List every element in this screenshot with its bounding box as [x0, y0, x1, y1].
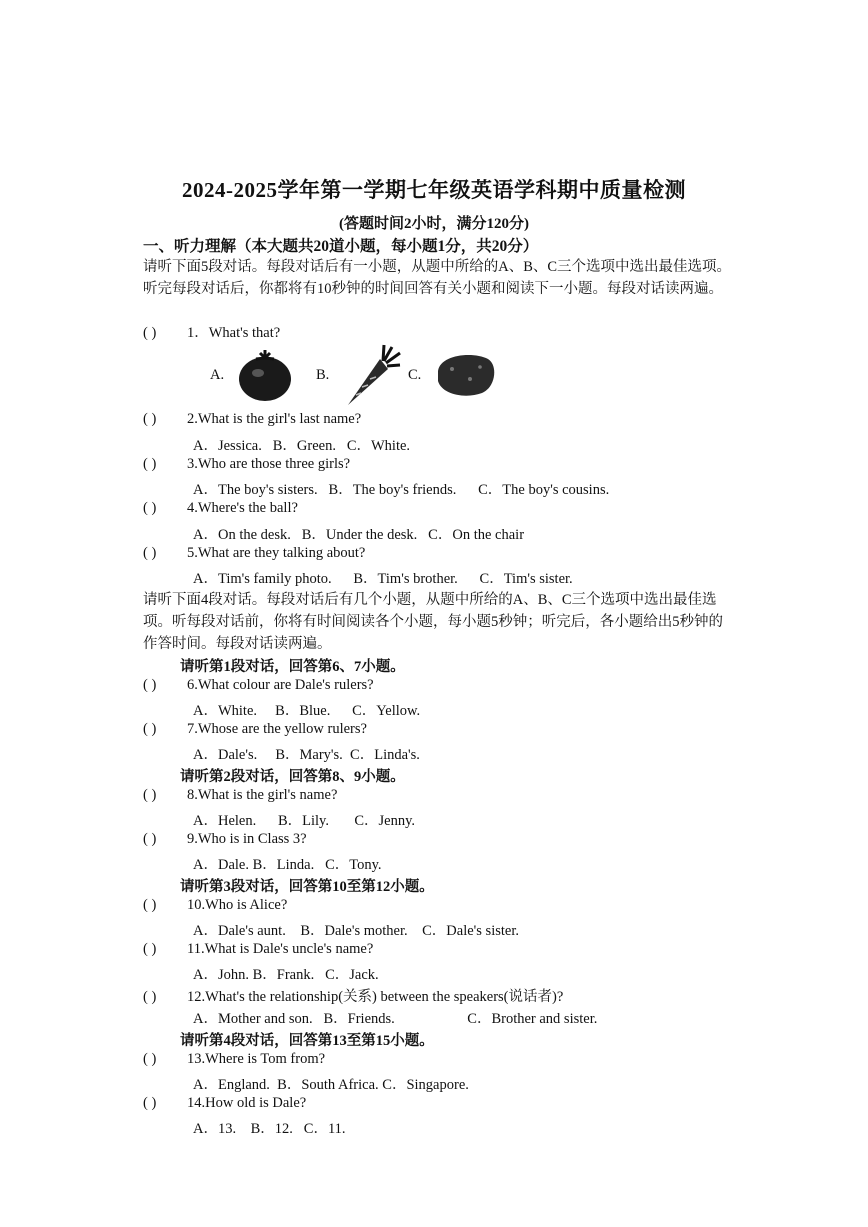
question-5-options: A．Tim's family photo. B．Tim's brother. C．Tim's sister.: [193, 571, 573, 587]
question-number: 13.: [187, 1051, 206, 1067]
answer-blank[interactable]: ( ): [143, 677, 157, 693]
dialogue-3-heading: 请听第3段对话，回答第10至第12小题。: [180, 879, 434, 895]
question-number: 11.: [187, 941, 205, 957]
question-text: What's the relationship(关系) between the speakers(说话者)?: [205, 989, 564, 1005]
question-7-options: A．Dale's. B．Mary's. C．Linda's.: [193, 747, 420, 763]
answer-blank[interactable]: ( ): [143, 787, 157, 803]
question-8-options: A．Helen. B．Lily. C．Jenny.: [193, 813, 416, 829]
question-text: Who is in Class 3?: [197, 831, 307, 847]
question-1: [143, 321, 280, 343]
question-text: Whose are the yellow rulers?: [197, 721, 367, 737]
question-14: [143, 1095, 306, 1117]
option-c-label: C.: [408, 367, 422, 383]
question-2: [143, 411, 361, 433]
dialogue-2-heading: 请听第2段对话，回答第8、9小题。: [180, 769, 405, 785]
carrot-icon: [340, 343, 402, 407]
question-number: 1．: [187, 325, 209, 341]
answer-blank[interactable]: ( ): [143, 545, 157, 561]
question-2-options: A．Jessica. B．Green. C．White.: [193, 438, 411, 454]
answer-blank[interactable]: ( ): [143, 411, 157, 427]
question-text: What's that?: [208, 325, 281, 341]
question-number: 6.: [187, 677, 198, 693]
question-1-pictures: [210, 345, 510, 405]
question-4: [143, 500, 298, 522]
question-number: 7.: [187, 721, 198, 737]
question-text: What colour are Dale's rulers?: [197, 677, 374, 693]
question-text: Who is Alice?: [205, 897, 288, 913]
question-text: What is Dale's uncle's name?: [204, 941, 374, 957]
question-text: How old is Dale?: [205, 1095, 307, 1111]
question-text: Where is Tom from?: [205, 1051, 326, 1067]
exam-subtitle: (答题时间2小时，满分120分): [339, 216, 529, 232]
question-text: Where's the ball?: [197, 500, 298, 516]
question-12: [143, 985, 563, 1007]
question-10-options: A．Dale's aunt. B．Dale's mother. C．Dale's sister.: [193, 923, 519, 939]
instruction-part1: 请听下面5段对话。每段对话后有一小题，从题中所给的A、B、C三个选项中选出最佳选项。听完每段对话后，你都将有10秒钟的时间回答有关小题和阅读下一小题。每段对话读两遍。: [143, 259, 732, 297]
tomato-icon: [236, 347, 294, 403]
question-number: 10.: [187, 897, 206, 913]
dialogue-4-heading: 请听第4段对话，回答第13至第15小题。: [180, 1033, 434, 1049]
question-3-options: A．The boy's sisters. B．The boy's friends. C．The boy's cousins.: [193, 482, 610, 498]
question-7: [143, 721, 367, 743]
question-5: [143, 545, 365, 567]
question-number: 9.: [187, 831, 198, 847]
answer-blank[interactable]: ( ): [143, 500, 157, 516]
question-12-options: A．Mother and son. B．Friends. C．Brother and sister.: [193, 1011, 598, 1027]
question-9: [143, 831, 307, 853]
question-text: What are they talking about?: [197, 545, 366, 561]
question-number: 2.: [187, 411, 198, 427]
answer-blank[interactable]: ( ): [143, 941, 157, 957]
question-6-options: A．White. B．Blue. C．Yellow.: [193, 703, 421, 719]
question-9-options: A．Dale. B．Linda. C．Tony.: [193, 857, 382, 873]
question-10: [143, 897, 287, 919]
question-text: What is the girl's name?: [197, 787, 338, 803]
question-number: 8.: [187, 787, 198, 803]
question-text: Who are those three girls?: [197, 456, 351, 472]
question-14-options: A．13. B．12. C．11.: [193, 1121, 346, 1137]
question-13: [143, 1051, 325, 1073]
exam-title: 2024-2025学年第一学期七年级英语学科期中质量检测: [182, 178, 686, 202]
answer-blank[interactable]: ( ): [143, 456, 157, 472]
question-number: 5.: [187, 545, 198, 561]
question-11: [143, 941, 373, 963]
section-heading: 一、听力理解（本大题共20道小题，每小题1分，共20分）: [143, 238, 539, 255]
answer-blank[interactable]: ( ): [143, 325, 157, 341]
question-number: 4.: [187, 500, 198, 516]
answer-blank[interactable]: ( ): [143, 1095, 157, 1111]
answer-blank[interactable]: ( ): [143, 1051, 157, 1067]
answer-blank[interactable]: ( ): [143, 721, 157, 737]
potato-icon: [432, 351, 498, 399]
dialogue-1-heading: 请听第1段对话，回答第6、7小题。: [180, 659, 405, 675]
question-11-options: A．John. B．Frank. C．Jack.: [193, 967, 379, 983]
option-b-label: B.: [316, 367, 330, 383]
question-4-options: A．On the desk. B．Under the desk. C．On the chair: [193, 527, 525, 543]
question-number: 12.: [187, 989, 206, 1005]
answer-blank[interactable]: ( ): [143, 989, 157, 1005]
question-8: [143, 787, 337, 809]
answer-blank[interactable]: ( ): [143, 831, 157, 847]
question-3: [143, 456, 350, 478]
answer-blank[interactable]: ( ): [143, 897, 157, 913]
question-text: What is the girl's last name?: [197, 411, 362, 427]
question-6: [143, 677, 374, 699]
question-13-options: A．England. B．South Africa. C．Singapore.: [193, 1077, 469, 1093]
question-number: 3.: [187, 456, 198, 472]
option-a-label: A.: [210, 367, 225, 383]
question-number: 14.: [187, 1095, 206, 1111]
instruction-part2: 请听下面4段对话。每段对话后有几个小题，从题中所给的A、B、C三个选项中选出最佳选项。听每段对话前，你将有时间阅读各个小题，每小题5秒钟；听完后，各小题给出5秒钟的作答时间。每段对话读两遍。: [143, 592, 723, 652]
